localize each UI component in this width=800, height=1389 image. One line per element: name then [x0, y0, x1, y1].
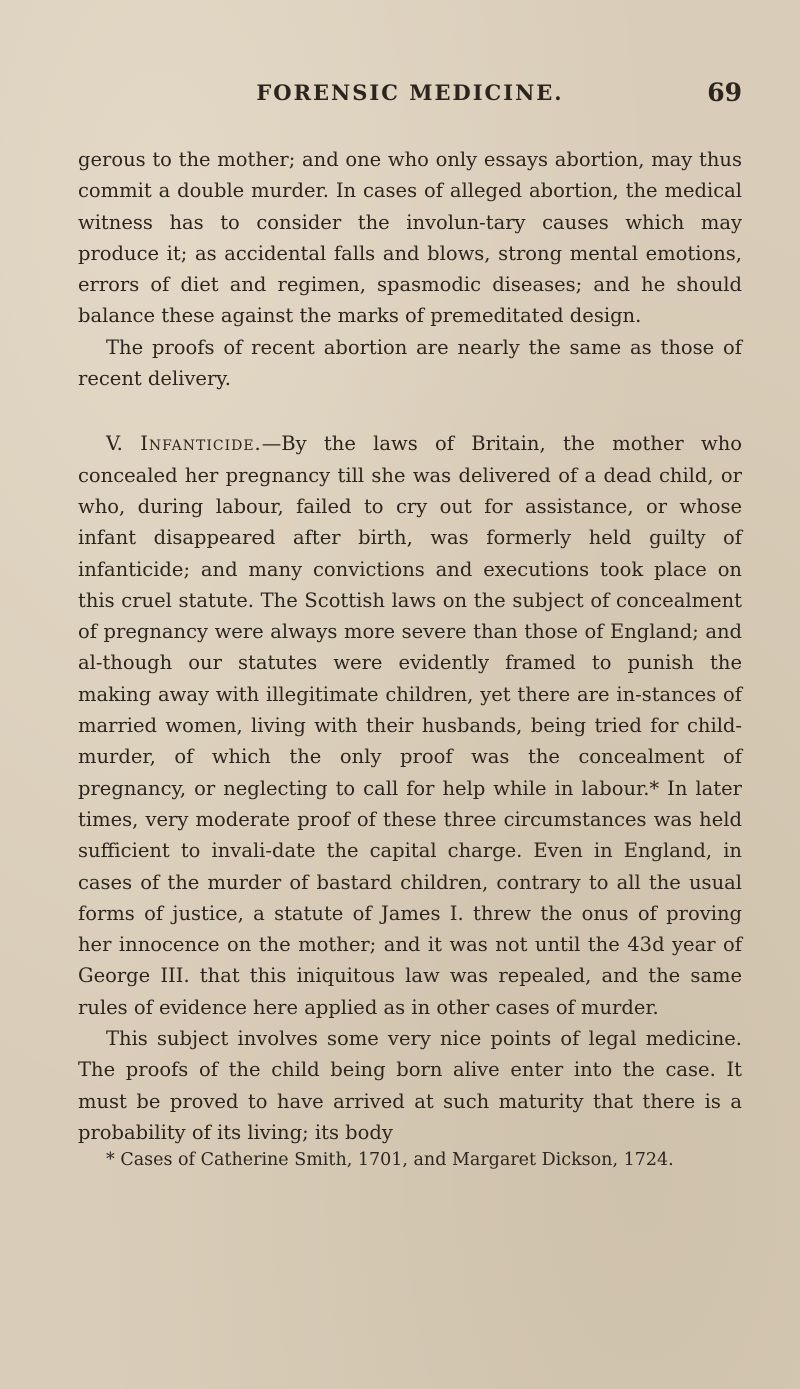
- paragraph-proofs: The proofs of recent abortion are nearly the same as those of recent delivery.: [78, 335, 742, 391]
- paragraph-continuation: gerous to the mother; and one who only essays abortion, may thus commit a double murder. In cases of alleged abortion, the medical witness has to consider the involun-tary causes which may produce it; as accidental falls and blows, strong mental emotions, errors of diet and regimen, spasmodic diseases; and he should balance these against the marks of premeditated design.: [78, 148, 742, 328]
- paragraph-subject: This subject involves some very nice points of legal medicine. The proofs of the child being born alive enter into the case. It must be proved to have arrived at such maturity that there is a probability of its living; its body: [78, 1027, 742, 1144]
- section-title: Infanticide.: [140, 432, 262, 456]
- running-head: [78, 78, 742, 118]
- book-page: [78, 78, 742, 1172]
- section-text: —By the laws of Britain, the mother who concealed her pregnancy till she was delivered of a dead child, or who, during labour, failed to cry out for assistance, or whose infant disappeared after birth, was formerly held guilty of infanticide; and many convictions and executions took place on this cruel statute. The Scottish laws on the subject of concealment of pregnancy were always more severe than those of England; and al-though our statutes were evidently framed to punish the making away with illegitimate children, yet there are in-stances of married women, living with their husbands, being tried for child-murder, of which the only proof was the concealment of pregnancy, or neglecting to call for help while in labour.* In later times, very moderate proof of these three circumstances was held sufficient to invali-date the capital charge. Even in England, in cases of the murder of bastard children, contrary to all the usual forms of justice, a statute of James I. threw the onus of proving her innocence on the mother; and it was not until the 43d year of George III. that this iniquitous law was repealed, and the same rules of evidence here applied as in other cases of murder.: [78, 432, 742, 1019]
- section-number: V.: [106, 432, 123, 456]
- section-infanticide: [78, 428, 742, 1023]
- footnote: * Cases of Catherine Smith, 1701, and Margaret Dickson, 1724.: [106, 1150, 674, 1171]
- section-gap: [78, 394, 742, 428]
- running-title: FORENSIC MEDICINE.: [256, 80, 564, 105]
- body-text: [78, 144, 742, 1172]
- page-number: 69: [707, 78, 742, 107]
